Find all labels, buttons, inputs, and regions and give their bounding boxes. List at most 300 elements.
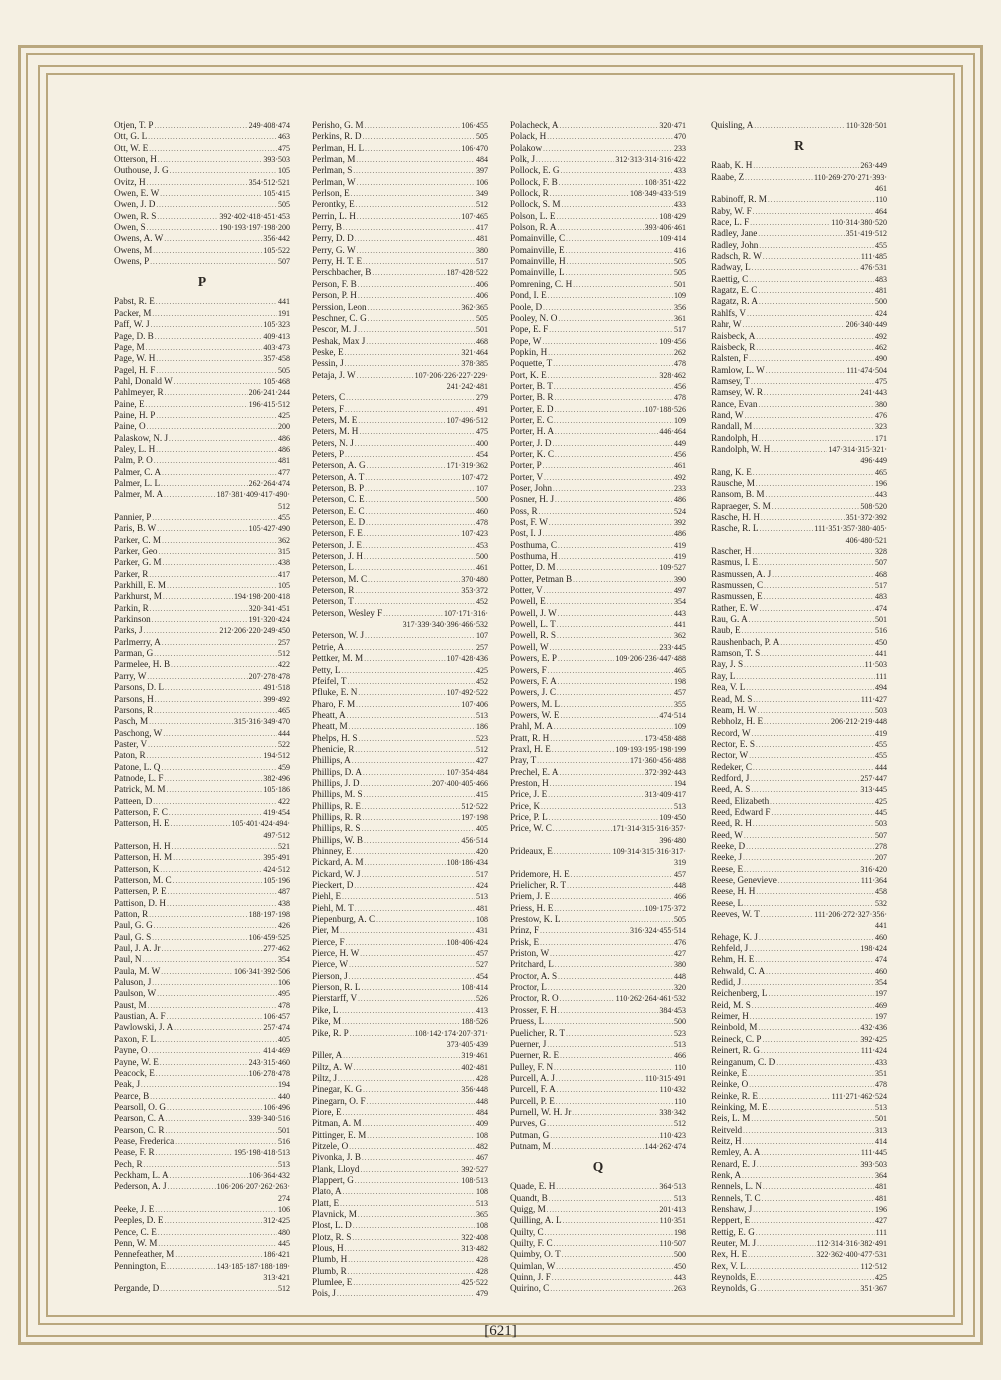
entry-name: Plost, L. D xyxy=(312,1220,352,1231)
leader-dots xyxy=(147,751,263,761)
entry-name: Penn, W. M xyxy=(114,1238,158,1248)
entry-name: Purcell, F. A xyxy=(510,1084,556,1095)
entry-name: Pomainville, C xyxy=(510,233,566,244)
index-entry xyxy=(711,977,887,988)
index-entry xyxy=(312,1266,488,1277)
index-entry xyxy=(510,574,686,585)
index-entry xyxy=(711,387,887,398)
leader-dots xyxy=(552,1273,673,1283)
entry-pages: 427 xyxy=(476,756,488,766)
entry-pages: 372·392·443 xyxy=(644,767,686,777)
index-column-1 xyxy=(114,120,290,1295)
entry-name: Pomainville, E xyxy=(510,244,565,255)
entry-pages: 364·513 xyxy=(659,1182,686,1192)
entry-name: Pomrening, C. H xyxy=(510,278,573,289)
leader-dots xyxy=(163,558,277,568)
leader-dots xyxy=(563,1216,659,1226)
entry-pages: 517 xyxy=(476,257,488,267)
leader-dots xyxy=(759,558,874,568)
entry-pages: 400 xyxy=(476,438,488,448)
entry-pages: 452 xyxy=(476,597,488,607)
leader-dots xyxy=(337,1289,475,1299)
entry-pages: 106·470 xyxy=(461,143,488,153)
leader-dots xyxy=(539,507,673,517)
entry-pages: 478 xyxy=(476,518,488,528)
leader-dots xyxy=(758,400,874,410)
leader-dots xyxy=(149,717,233,727)
entry-pages: 422 xyxy=(278,796,290,806)
entry-name: Pabst, R. E xyxy=(114,296,155,307)
index-entry xyxy=(114,932,290,943)
index-entry xyxy=(312,165,488,176)
entry-pages: 512·522 xyxy=(461,801,488,811)
entry-pages: 186·421 xyxy=(263,1250,290,1260)
entry-pages: 475 xyxy=(875,376,887,386)
entry-pages: 313·445 xyxy=(860,785,887,795)
entry-name: Puerner, J xyxy=(510,1038,547,1049)
leader-dots xyxy=(556,1262,673,1272)
entry-name: Pease, F. R xyxy=(114,1147,155,1158)
entry-name: Parker, G. M xyxy=(114,557,162,568)
leader-dots xyxy=(548,790,643,800)
index-entry xyxy=(114,750,290,761)
index-entry xyxy=(510,177,686,188)
leader-dots xyxy=(357,371,414,381)
index-entry xyxy=(312,1152,488,1163)
entry-name: Pruess, L xyxy=(510,1016,545,1027)
leader-dots xyxy=(165,683,262,693)
leader-dots xyxy=(148,132,277,142)
leader-dots xyxy=(364,790,475,800)
entry-name: Redford, J xyxy=(711,772,750,783)
leader-dots xyxy=(348,1267,475,1277)
leader-dots xyxy=(358,688,445,698)
entry-name: Pearsoll, O. G xyxy=(114,1101,167,1112)
index-entry xyxy=(510,1028,686,1039)
entry-pages: 370·480 xyxy=(461,574,488,584)
entry-name: Peschner, C. G xyxy=(312,312,367,323)
entry-pages: 111·445 xyxy=(860,1148,887,1158)
entry-name: Reese, E xyxy=(711,863,744,874)
entry-pages: 351·367 xyxy=(860,1284,887,1294)
index-entry xyxy=(510,302,686,313)
entry-pages: 171·360·456·488 xyxy=(630,756,686,766)
entry-pages: 107·492·522 xyxy=(446,688,488,698)
leader-dots xyxy=(761,910,813,920)
entry-pages: 522 xyxy=(278,739,290,749)
index-entry xyxy=(711,501,887,512)
leader-dots xyxy=(351,189,475,199)
entry-name: Peters, F xyxy=(312,403,345,414)
index-entry xyxy=(312,574,488,585)
leader-dots xyxy=(747,1262,860,1272)
index-entry xyxy=(114,143,290,154)
entry-name: Peterson, R xyxy=(312,585,355,596)
index-entry xyxy=(510,1050,686,1061)
leader-dots xyxy=(743,320,845,330)
index-entry xyxy=(510,245,686,256)
leader-dots xyxy=(753,1205,874,1215)
entry-pages: 420 xyxy=(476,847,488,856)
index-entry xyxy=(312,336,488,347)
index-entry xyxy=(510,778,686,789)
entry-name: Plank, Lloyd xyxy=(312,1163,360,1174)
leader-dots xyxy=(750,218,830,228)
index-entry xyxy=(510,801,686,812)
entry-pages: 452 xyxy=(476,676,488,686)
entry-name: Pier, M xyxy=(312,925,340,936)
leader-dots xyxy=(566,268,673,278)
entry-pages: 198·424 xyxy=(860,944,887,954)
index-entry xyxy=(711,331,887,342)
entry-pages: 354 xyxy=(278,955,290,965)
entry-name: Peterson, B. P xyxy=(312,483,365,493)
leader-dots xyxy=(156,200,277,210)
entry-pages: 108·414 xyxy=(461,983,488,993)
entry-pages: 487 xyxy=(278,887,290,897)
index-entry xyxy=(312,120,488,131)
index-entry xyxy=(510,812,686,823)
entry-pages: 512 xyxy=(476,744,488,754)
leader-dots xyxy=(144,1160,277,1170)
entry-name: Piltz, J xyxy=(312,1072,338,1083)
entry-name: Perlman, H. L xyxy=(312,142,365,153)
leader-dots xyxy=(559,178,644,188)
entry-pages: 512 xyxy=(674,1119,686,1129)
entry-pages: 490 xyxy=(875,354,887,364)
entry-pages: 249·408·474 xyxy=(248,121,290,130)
leader-dots xyxy=(762,1194,874,1204)
entry-name: Quirino, C xyxy=(510,1283,550,1294)
entry-name: Rasmus, I. E xyxy=(711,557,758,568)
entry-pages: 105·415 xyxy=(263,189,290,199)
index-entry xyxy=(114,342,290,353)
index-entry xyxy=(114,569,290,580)
leader-dots xyxy=(571,870,673,880)
index-entry xyxy=(114,331,290,342)
leader-dots xyxy=(338,1074,475,1084)
index-entry xyxy=(510,381,686,392)
entry-name: Powers, F. A xyxy=(510,675,557,686)
entry-pages: 278 xyxy=(875,841,887,851)
leader-dots xyxy=(541,802,673,812)
entry-pages: 441 xyxy=(875,649,887,659)
leader-dots xyxy=(149,1046,263,1056)
leader-dots xyxy=(744,865,859,875)
entry-pages: 419 xyxy=(875,728,887,738)
entry-pages: 469 xyxy=(875,1000,887,1010)
entry-name: Randall, M xyxy=(711,421,753,432)
index-entry xyxy=(312,642,488,653)
leader-dots xyxy=(759,1092,831,1102)
index-entry xyxy=(510,528,686,539)
entry-name: Parker, Geo xyxy=(114,546,158,557)
index-entry xyxy=(114,1283,290,1294)
entry-pages: 207·400·405·466 xyxy=(432,778,488,788)
entry-name: Reynolds, G xyxy=(711,1283,757,1294)
entry-name: Owen, E. W xyxy=(114,188,160,199)
entry-pages: 501 xyxy=(875,615,887,625)
leader-dots xyxy=(558,609,673,619)
entry-pages: 512 xyxy=(278,1284,290,1294)
entry-name: Pfeifel, T xyxy=(312,675,347,686)
index-entry xyxy=(114,1215,290,1226)
leader-dots xyxy=(548,348,673,358)
leader-dots xyxy=(550,1131,658,1141)
entry-pages: 354 xyxy=(875,978,887,988)
leader-dots xyxy=(753,695,860,705)
entry-name: Phillips, R. S xyxy=(312,823,361,834)
entry-pages: 468 xyxy=(875,569,887,579)
entry-name: Outhouse, J. G xyxy=(114,165,169,176)
entry-pages: 257 xyxy=(476,642,488,652)
index-entry xyxy=(711,1113,887,1124)
index-entry xyxy=(711,864,887,875)
entry-name: Pinegarn, O. F xyxy=(312,1095,366,1106)
entry-name: Petaja, J. W xyxy=(312,369,356,380)
entry-name: Rasche, R. L xyxy=(711,523,759,534)
leader-dots xyxy=(555,427,658,437)
entry-name: Patnode, L. F xyxy=(114,772,164,783)
index-entry xyxy=(711,852,887,863)
index-entry xyxy=(711,1045,887,1056)
entry-pages: 353·372 xyxy=(461,586,488,596)
entry-pages: 315·316·349·470 xyxy=(234,717,290,727)
leader-dots xyxy=(357,246,475,256)
index-entry xyxy=(510,665,686,676)
index-entry xyxy=(114,1091,290,1102)
leader-dots xyxy=(157,212,218,222)
entry-pages: 106 xyxy=(278,1204,290,1214)
entry-name: Proctor, A. S xyxy=(510,970,558,981)
entry-name: Perry, D. D xyxy=(312,233,354,244)
leader-dots xyxy=(771,808,874,818)
entry-name: Raettig, C xyxy=(711,273,749,284)
entry-name: Post, F. W xyxy=(510,517,548,528)
leader-dots xyxy=(159,547,277,557)
entry-pages: 108·351·422 xyxy=(644,177,686,187)
entry-name: Post, I. J xyxy=(510,528,542,539)
index-entry xyxy=(312,869,488,880)
index-entry xyxy=(510,1084,686,1095)
entry-pages: 526 xyxy=(476,994,488,1004)
entry-name: Peterson, A. G xyxy=(312,460,366,471)
leader-dots xyxy=(743,1137,874,1147)
entry-pages: 390 xyxy=(674,574,686,584)
entry-name: Paxon, F. L xyxy=(114,1033,157,1044)
leader-dots xyxy=(171,819,231,829)
leader-dots xyxy=(148,740,277,750)
leader-dots xyxy=(543,144,673,154)
index-entry xyxy=(312,426,488,437)
index-entry xyxy=(711,932,887,943)
entry-pages: 448 xyxy=(674,971,686,981)
leader-dots xyxy=(550,1284,673,1294)
index-entry-continuation: 317·339·340·396·466·532 xyxy=(402,620,488,630)
entry-pages: 392·527 xyxy=(461,1164,488,1174)
leader-dots xyxy=(746,842,874,852)
entry-name: Reed, Elizabeth xyxy=(711,795,770,806)
entry-name: Reynolds, E xyxy=(711,1272,756,1283)
leader-dots xyxy=(358,280,475,290)
leader-dots xyxy=(556,212,658,222)
index-entry xyxy=(510,699,686,710)
entry-pages: 395·491 xyxy=(263,853,290,863)
index-entry xyxy=(312,1005,488,1016)
entry-name: Polk, J xyxy=(510,154,536,165)
entry-pages: 111 xyxy=(875,671,887,681)
leader-dots xyxy=(352,756,475,766)
index-entry xyxy=(114,222,290,233)
entry-name: Paula, M. W xyxy=(114,965,161,976)
leader-dots xyxy=(368,303,461,313)
leader-dots xyxy=(160,1058,248,1068)
entry-pages: 402·481 xyxy=(461,1062,488,1072)
index-entry xyxy=(114,603,290,614)
entry-name: Prisk, E xyxy=(510,936,540,947)
index-entry xyxy=(114,659,290,670)
entry-name: Parkhill, E. M xyxy=(114,580,167,591)
entry-pages: 517 xyxy=(674,325,686,335)
leader-dots xyxy=(359,427,475,437)
entry-name: Peterson, F. E xyxy=(312,528,363,539)
leader-dots xyxy=(147,178,248,188)
entry-name: Parlmerry, A xyxy=(114,636,161,647)
leader-dots xyxy=(759,297,874,307)
entry-pages: 147·314·315·321· xyxy=(828,444,887,454)
leader-dots xyxy=(764,581,874,591)
index-entry xyxy=(711,966,887,977)
entry-name: Phinney, E xyxy=(312,846,352,856)
entry-pages: 399·492 xyxy=(263,694,290,704)
index-entry xyxy=(114,1170,290,1181)
leader-dots xyxy=(748,1069,874,1079)
index-entry xyxy=(312,506,488,517)
leader-dots xyxy=(345,450,475,460)
index-entry xyxy=(114,199,290,210)
index-entry xyxy=(312,313,488,324)
entry-pages: 424 xyxy=(875,308,887,318)
entry-pages: 523 xyxy=(674,1028,686,1038)
leader-dots xyxy=(566,246,673,256)
entry-pages: 453 xyxy=(476,540,488,550)
leader-dots xyxy=(555,393,673,403)
leader-dots xyxy=(542,337,658,347)
entry-pages: 500 xyxy=(476,552,488,562)
entry-pages: 351·419·512 xyxy=(845,229,887,239)
entry-name: Peterson, M. C xyxy=(312,573,368,584)
index-entry xyxy=(312,903,488,914)
leader-dots xyxy=(174,377,263,387)
leader-dots xyxy=(562,1250,673,1260)
index-entry xyxy=(114,1181,290,1192)
leader-dots xyxy=(745,411,875,421)
entry-name: Parsons, R xyxy=(114,704,154,715)
index-entry xyxy=(510,188,686,199)
index-entry xyxy=(510,1283,686,1294)
entry-name: Rahlfs, V xyxy=(711,307,747,318)
leader-dots xyxy=(554,1063,673,1073)
index-entry xyxy=(711,841,887,852)
entry-name: Powell, W xyxy=(510,641,549,652)
entry-name: Pattison, D. H xyxy=(114,897,167,908)
index-entry xyxy=(510,1227,686,1238)
leader-dots xyxy=(343,1051,460,1061)
leader-dots xyxy=(560,994,615,1004)
index-entry xyxy=(711,954,887,965)
entry-name: Powers, M. L xyxy=(510,698,561,709)
index-entry xyxy=(114,648,290,659)
index-entry xyxy=(114,387,290,398)
entry-pages: 279 xyxy=(476,393,488,403)
leader-dots xyxy=(367,1131,475,1141)
entry-pages: 196·415·512 xyxy=(248,399,290,409)
entry-name: Paley, L. H xyxy=(114,443,156,454)
entry-pages: 483 xyxy=(875,592,887,602)
leader-dots xyxy=(749,354,874,364)
leader-dots xyxy=(340,926,475,936)
leader-dots xyxy=(558,314,673,324)
entry-pages: 513 xyxy=(674,1193,686,1203)
entry-pages: 433 xyxy=(674,166,686,176)
index-entry xyxy=(312,699,488,710)
entry-name: Palmer, C. A xyxy=(114,466,162,477)
entry-name: Pessin, J xyxy=(312,358,344,369)
entry-name: Pike, L xyxy=(312,1004,339,1015)
entry-pages: 425 xyxy=(476,665,488,675)
entry-pages: 415 xyxy=(476,790,488,800)
entry-pages: 365 xyxy=(476,1210,488,1219)
leader-dots xyxy=(536,155,614,165)
entry-name: Perry, G. W xyxy=(312,244,356,255)
index-entry xyxy=(711,1068,887,1079)
entry-name: Peters, C xyxy=(312,392,346,403)
entry-name: Porter, V xyxy=(510,471,544,482)
leader-dots xyxy=(756,343,874,353)
leader-dots xyxy=(167,1012,263,1022)
leader-dots xyxy=(749,1080,874,1090)
index-entry xyxy=(711,512,887,523)
entry-pages: 444 xyxy=(278,728,290,738)
entry-name: Renshaw, J xyxy=(711,1203,753,1214)
entry-pages: 466 xyxy=(674,892,686,902)
index-entry xyxy=(114,954,290,965)
entry-pages: 107·496·512 xyxy=(446,415,488,425)
entry-name: Pickard, W. J xyxy=(312,868,361,879)
entry-name: Rehwald, C. A xyxy=(711,965,766,976)
entry-pages: 257 xyxy=(278,637,290,647)
entry-pages: 481 xyxy=(476,234,488,244)
entry-name: Peeke, J. E xyxy=(114,1203,155,1214)
index-entry xyxy=(510,823,686,834)
leader-dots xyxy=(166,1114,248,1124)
leader-dots xyxy=(759,241,874,251)
leader-dots xyxy=(152,978,277,988)
entry-name: Ramlow, L. W xyxy=(711,364,765,375)
leader-dots xyxy=(167,1262,216,1272)
leader-dots xyxy=(353,1278,460,1288)
index-entry xyxy=(114,920,290,931)
leader-dots xyxy=(347,711,475,721)
leader-dots xyxy=(161,967,233,977)
leader-dots xyxy=(157,1035,277,1045)
entry-pages: 105·196 xyxy=(263,876,290,885)
entry-name: Putnam, M xyxy=(510,1140,551,1151)
index-entry xyxy=(312,494,488,505)
entry-pages: 414 xyxy=(875,1136,887,1146)
entry-name: Ray, L xyxy=(711,670,736,681)
index-entry xyxy=(312,199,488,210)
